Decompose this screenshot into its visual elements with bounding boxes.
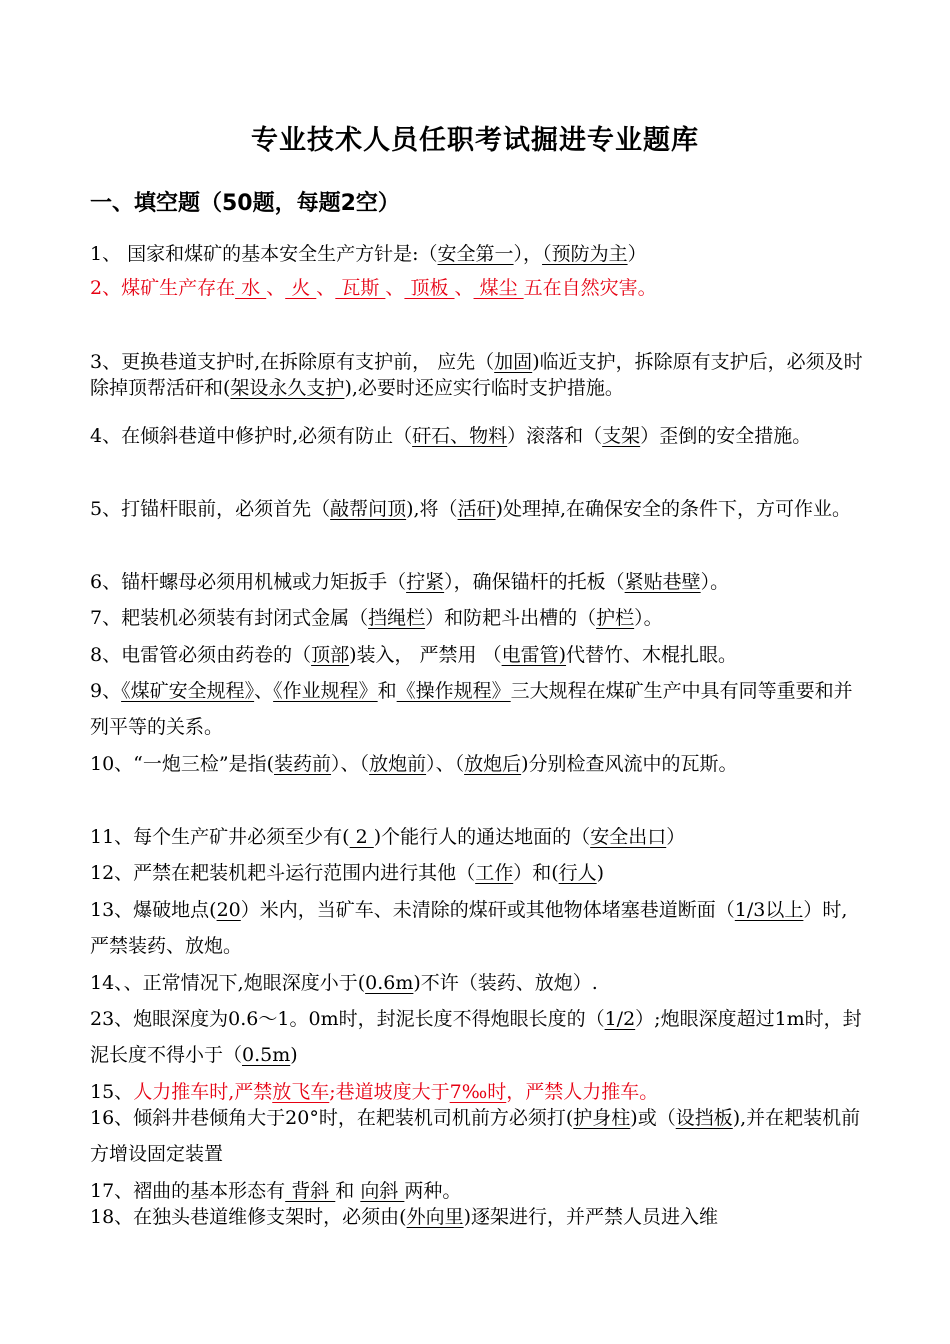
question-text: ）;炮眼深度超过1m时，封泥长度不得小于（	[90, 1008, 862, 1066]
answer-blank: 顶部	[311, 644, 350, 666]
question-3	[90, 349, 865, 401]
question-text: 、	[316, 277, 336, 299]
answer-blank: 安全出口	[590, 826, 667, 848]
question-text: )	[596, 862, 605, 884]
question-text: 16、倾斜井巷倾角大于20°时，在耙装机司机前方必须打(	[90, 1107, 574, 1129]
question-text: 18、在独头巷道维修支架时，必须由(	[90, 1206, 407, 1228]
question-text: 、	[385, 277, 405, 299]
question-text: 1、 国家和煤矿的基本安全生产方针是:（	[90, 243, 438, 265]
answer-blank: 瓦斯	[335, 277, 386, 299]
question-text: 15、	[90, 1081, 134, 1103]
question-text: ）、（	[331, 753, 370, 775]
answer-blank: 加固	[494, 351, 533, 373]
page-title: 专业技术人员任职考试掘进专业题库	[251, 125, 699, 156]
answer-blank: 《作业规程》	[273, 680, 378, 702]
question-14	[90, 965, 865, 1001]
answer-blank: 2	[349, 826, 374, 848]
question-text: ）	[627, 243, 647, 265]
question-text: 8、电雷管必须由药卷的（	[90, 644, 312, 666]
question-text: ）时,严禁装药、放炮。	[90, 899, 848, 957]
question-text: 、	[254, 680, 274, 702]
question-text: ）。	[634, 607, 663, 629]
answer-blank: 放炮后	[464, 753, 522, 775]
answer-blank: 顶板	[404, 277, 455, 299]
question-11	[90, 819, 865, 855]
question-23	[90, 1001, 865, 1073]
answer-blank: 工作	[475, 862, 514, 884]
question-text: 和	[377, 680, 397, 702]
answer-blank: 向斜	[360, 1180, 405, 1202]
question-text: ）和防耙斗出槽的（	[425, 607, 597, 629]
question-text: )临近支护，拆除原有支护后，必须及时除掉顶帮活矸和(	[90, 351, 863, 399]
question-text: ）滚落和（	[507, 425, 603, 447]
question-text: )或（	[630, 1107, 676, 1129]
question-8	[90, 637, 865, 673]
answer-blank: 支架	[602, 425, 641, 447]
answer-blank: 20	[216, 899, 241, 921]
question-text: 代替竹、木棍扎眼。	[566, 644, 738, 666]
question-text: 5、打锚杆眼前，必须首先（	[90, 498, 331, 520]
question-text: 、	[454, 277, 474, 299]
question-1	[90, 236, 865, 272]
question-6	[90, 564, 865, 600]
answer-blank: 拧紧	[406, 571, 445, 593]
answer-blank: 7‰时	[449, 1081, 507, 1103]
question-text: )分别检查风流中的瓦斯。	[521, 753, 738, 775]
question-text: 人力推车时,严禁	[133, 1081, 273, 1103]
answer-blank: 1/3以上	[734, 899, 804, 921]
answer-blank: 1/2	[604, 1008, 636, 1030]
question-text: 23、炮眼深度为0.6～1。0m时，封泥长度不得炮眼长度的（	[90, 1008, 605, 1030]
question-text: )不许（装药、放炮）.	[413, 972, 598, 994]
answer-blank: 敲帮问顶	[330, 498, 407, 520]
answer-blank: 0.6m	[365, 972, 414, 994]
section-heading: 一、填空题（50题，每题2空）	[90, 191, 400, 216]
question-10	[90, 746, 865, 782]
answer-blank: 背斜	[285, 1180, 336, 1202]
answer-blank: 《煤矿安全规程》	[121, 680, 255, 702]
answer-blank: 放飞车	[272, 1081, 330, 1103]
question-text: )个能行人的通达地面的（	[373, 826, 591, 848]
question-text: ）歪倒的安全措施。	[640, 425, 812, 447]
question-text: 2、煤矿生产存在	[90, 277, 236, 299]
answer-blank: 水	[235, 277, 267, 299]
question-text: ）。	[700, 571, 730, 593]
answer-blank: 紧贴巷壁	[624, 571, 701, 593]
question-13	[90, 892, 865, 964]
question-text: ）和(	[513, 862, 559, 884]
question-text: ）米内，当矿车、未清除的煤矸或其他物体堵塞巷道断面（	[240, 899, 735, 921]
question-2	[90, 270, 865, 306]
answer-blank: 火	[285, 277, 317, 299]
answer-blank: 电雷管)	[501, 644, 567, 666]
question-text: 7、耙装机必须装有封闭式金属（	[90, 607, 369, 629]
answer-blank: 装药前	[274, 753, 332, 775]
question-text: 两种。	[404, 1180, 462, 1202]
answer-blank: 矸石、物料	[412, 425, 508, 447]
question-text: 17、褶曲的基本形态有	[90, 1180, 286, 1202]
question-text: ，严禁人力推车。	[506, 1081, 659, 1103]
answer-blank: 护身柱	[573, 1107, 631, 1129]
question-12	[90, 855, 865, 891]
question-text: ),必要时还应实行临时支护措施。	[344, 377, 624, 399]
question-text: 9、	[90, 680, 122, 702]
question-text: )装入， 严禁用 （	[349, 644, 502, 666]
answer-blank: 设挡板	[675, 1107, 733, 1129]
question-text: ;巷道坡度大于	[329, 1081, 450, 1103]
question-text: 、	[266, 277, 286, 299]
question-text: )逐架进行，并严禁人员进入维	[463, 1206, 719, 1228]
question-text: 12、严禁在耙装机耙斗运行范围内进行其他（	[90, 862, 476, 884]
question-text: 14、、正常情况下,炮眼深度小于(	[90, 972, 366, 994]
question-text: 11、每个生产矿井必须至少有(	[90, 826, 350, 848]
question-4	[90, 418, 865, 454]
question-7	[90, 600, 865, 636]
answer-blank: 放炮前	[369, 753, 427, 775]
answer-blank: 外向里	[406, 1206, 464, 1228]
question-text: 4、在倾斜巷道中修护时,必须有防止（	[90, 425, 413, 447]
question-18	[90, 1199, 865, 1235]
question-text: ），	[513, 243, 543, 265]
question-9	[90, 673, 865, 745]
question-text: )处理掉,在确保安全的条件下，方可作业。	[495, 498, 852, 520]
question-text: 10、“一炮三检”是指(	[90, 753, 275, 775]
answer-blank: 护栏	[596, 607, 635, 629]
question-16	[90, 1100, 865, 1172]
question-text: 13、爆破地点(	[90, 899, 217, 921]
question-text: ），确保锚杆的托板（	[444, 571, 625, 593]
answer-blank: 安全第一	[437, 243, 514, 265]
question-text: 五在自然灾害。	[523, 277, 657, 299]
question-text: ）、（	[426, 753, 465, 775]
question-text: ),并在耙装机前方增设固定装置	[90, 1107, 861, 1165]
answer-blank: （预防为主	[542, 243, 628, 265]
answer-blank: 活矸	[457, 498, 496, 520]
question-text: 3、更换巷道支护时,在拆除原有支护前， 应先（	[90, 351, 495, 373]
question-text: ）	[666, 826, 686, 848]
answer-blank: 行人	[558, 862, 597, 884]
question-text: ),将（	[406, 498, 458, 520]
question-text: )	[290, 1044, 298, 1066]
answer-blank: 0.5m	[242, 1044, 291, 1066]
answer-blank: 挡绳栏	[368, 607, 426, 629]
question-text: 和	[335, 1180, 361, 1202]
question-text: 6、锚杆螺母必须用机械或力矩扳手（	[90, 571, 407, 593]
answer-blank: 《操作规程》	[396, 680, 511, 702]
answer-blank: 架设永久支护	[230, 377, 345, 399]
question-5	[90, 491, 865, 527]
answer-blank: 煤尘	[473, 277, 524, 299]
question-text: 三大规程在煤矿生产中具有同等重要和并列平等的关系。	[90, 680, 853, 738]
